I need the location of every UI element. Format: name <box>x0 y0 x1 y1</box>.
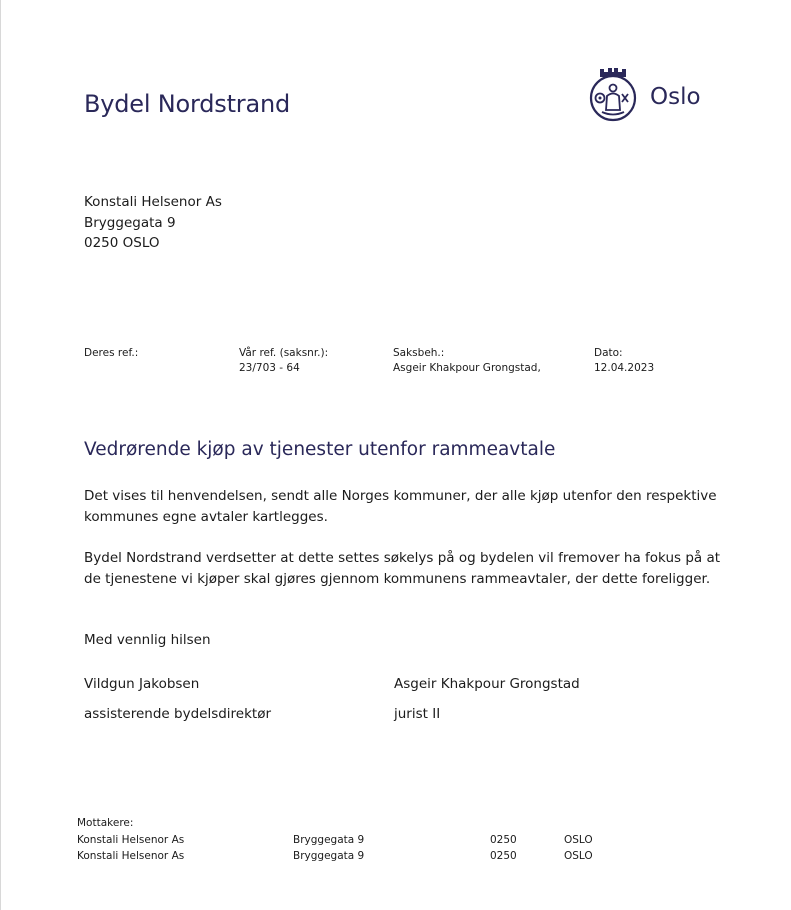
signature-title-2: jurist II <box>394 706 441 722</box>
date-value: 12.04.2023 <box>594 362 655 374</box>
body-paragraph-1: Det vises til henvendelsen, sendt alle Norges kommuner, der alle kjøp utenfor den respektive kommunes egne avtaler kartlegges. <box>84 488 717 525</box>
recipient-row-zip: 0250 <box>490 850 517 862</box>
signature-name-2: Asgeir Khakpour Grongstad <box>394 676 580 692</box>
our-ref-label: Vår ref. (saksnr.): <box>239 347 329 359</box>
page-edge <box>0 0 1 910</box>
signature-name-1: Vildgun Jakobsen <box>84 676 200 692</box>
our-ref-value: 23/703 - 64 <box>239 362 300 374</box>
recipients-label: Mottakere: <box>77 817 134 829</box>
recipient-name: Konstali Helsenor As <box>84 194 222 210</box>
letter-subject: Vedrørende kjøp av tjenester utenfor rammeavtale <box>84 439 556 460</box>
recipient-row-city: OSLO <box>564 850 593 862</box>
closing-greeting: Med vennlig hilsen <box>84 632 211 648</box>
recipient-row-name: Konstali Helsenor As <box>77 850 185 862</box>
recipient-street: Bryggegata 9 <box>84 215 176 231</box>
recipient-row-name: Konstali Helsenor As <box>77 834 185 846</box>
logo-wordmark: Oslo <box>650 84 701 110</box>
recipient-row-city: OSLO <box>564 834 593 846</box>
handler-label: Saksbeh.: <box>393 347 445 359</box>
recipient-row-zip: 0250 <box>490 834 517 846</box>
organization-title: Bydel Nordstrand <box>84 90 291 118</box>
body-paragraph-2: Bydel Nordstrand verdsetter at dette settes søkelys på og bydelen vil fremover ha fokus på at de tjenestene vi kjøper skal gjøres gjennom kommunens rammeavtaler, der dette foreligger. <box>84 550 721 587</box>
recipient-row-street: Bryggegata 9 <box>293 850 365 862</box>
date-label: Dato: <box>594 347 623 359</box>
recipient-postal: 0250 OSLO <box>84 235 160 251</box>
oslo-city-seal-icon <box>588 64 638 124</box>
handler-value: Asgeir Khakpour Grongstad, <box>393 362 541 374</box>
signature-title-1: assisterende bydelsdirektør <box>84 706 272 722</box>
recipient-row-street: Bryggegata 9 <box>293 834 365 846</box>
your-ref-label: Deres ref.: <box>84 347 139 359</box>
